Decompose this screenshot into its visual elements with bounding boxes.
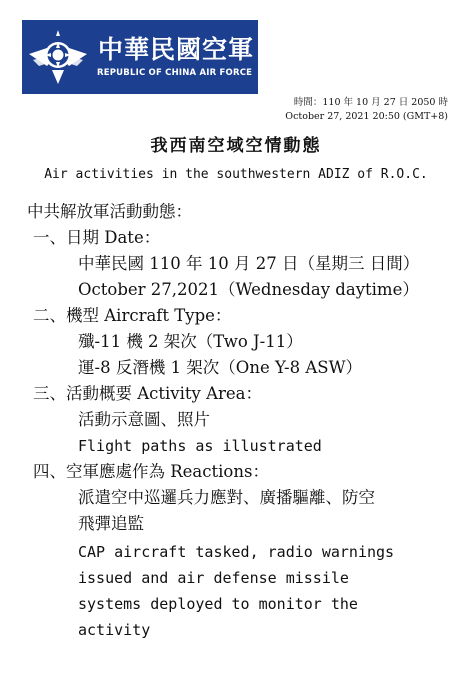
page-title-zh: 我西南空域空情動態 (150, 136, 322, 156)
aircraft-heading: 二、機型 Aircraft Type： (33, 306, 232, 325)
area-heading: 三、活動概要 Activity Area： (33, 384, 263, 403)
page-title-en: Air activities in the southwestern ADIZ of R.O.C. (44, 167, 428, 182)
aircraft-line-2: 運-8 反潛機 1 架次（One Y-8 ASW） (78, 358, 363, 377)
area-line-zh: 活動示意圖、照片 (78, 410, 210, 429)
intro-heading: 中共解放軍活動動態： (27, 202, 192, 221)
date-line-zh: 中華民國 110 年 10 月 27 日（星期三 日間） (78, 254, 420, 273)
logo-title-en: REPUBLIC OF CHINA AIR FORCE (97, 68, 253, 78)
date-heading: 一、日期 Date： (33, 228, 161, 247)
reactions-line-5: systems deployed to monitor the (78, 595, 358, 613)
reactions-line-2: 飛彈追監 (78, 514, 144, 533)
timestamp-en: October 27, 2021 20:50 (GMT+8) (285, 111, 448, 122)
reactions-line-6: activity (78, 621, 151, 639)
air-force-logo (22, 20, 258, 94)
reactions-heading: 四、空軍應處作為 Reactions： (33, 462, 269, 481)
reactions-line-4: issued and air defense missile (78, 569, 349, 587)
area-line-en: Flight paths as illustrated (78, 437, 322, 455)
logo-title-zh: 中華民國空軍 (98, 35, 255, 64)
reactions-line-1: 派遣空中巡邏兵力應對、廣播驅離、防空 (78, 488, 375, 507)
date-line-en: October 27,2021（Wednesday daytime） (78, 280, 419, 299)
aircraft-line-1: 殲-11 機 2 架次（Two J-11） (78, 332, 303, 351)
timestamp-zh: 時間：110 年 10 月 27 日 2050 時 (293, 97, 448, 108)
air-force-emblem-icon (22, 20, 94, 94)
reactions-line-3: CAP aircraft tasked, radio warnings (78, 543, 395, 561)
